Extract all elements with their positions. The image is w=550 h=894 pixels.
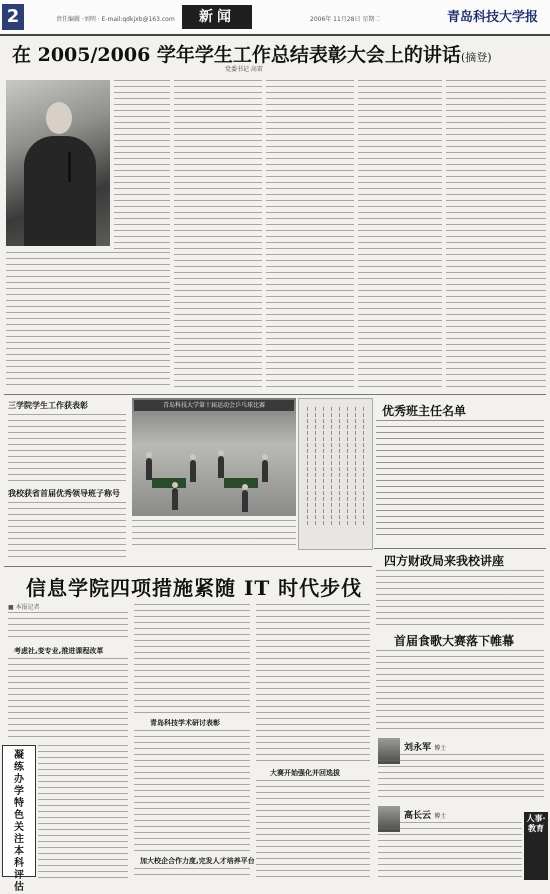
person-bio: [378, 822, 522, 878]
article-text-block: [174, 80, 262, 390]
feature-text: [256, 780, 370, 878]
photo-caption: [132, 520, 296, 546]
person-name: [404, 740, 446, 753]
table-icon: [224, 478, 258, 488]
feature-text: [38, 745, 128, 879]
news-headline-awards: 三学院学生工作获表彰: [8, 401, 88, 410]
divider: [374, 548, 546, 549]
feature-subhead: 加大校企合作力度,完发人才培养平台: [140, 857, 255, 865]
contest-text: [376, 650, 544, 732]
poem-box: [298, 398, 373, 550]
sidebar-text: 凝练办学特色 关注本科评估: [14, 750, 24, 893]
date-info: 2006年 11月28日 星期二: [310, 16, 381, 23]
feature-text: [134, 868, 250, 880]
headline-suffix: (摘登): [460, 51, 492, 64]
main-headline: [12, 40, 542, 67]
player-figure: [172, 488, 178, 510]
feature-headline: 信息学院四项措施紧随 IT 时代步伐: [26, 576, 363, 600]
article-text-block: [6, 252, 170, 390]
teachers-list: [376, 420, 544, 538]
newspaper-brand: 青岛科技大学报: [446, 10, 538, 25]
table-icon: [152, 478, 186, 488]
editor-info: 责任编辑 ·刘明 · E-mail:qdkjxb@163.com: [56, 16, 175, 23]
vertical-sidebar: [2, 745, 36, 893]
person-title: 博士: [434, 745, 447, 752]
news-headline-leadership: 我校获省首届优秀领导班子称号: [8, 489, 120, 498]
feature-subhead: 大赛开始强化并回选拔: [270, 769, 340, 777]
lecture-text: [376, 570, 544, 626]
section-label: 新闻: [182, 5, 252, 29]
player-figure: [146, 458, 152, 480]
feature-text: [256, 604, 370, 764]
person-name-text: 刘永军: [404, 743, 432, 753]
news-text: [8, 502, 126, 560]
person-bio: [378, 754, 544, 798]
speaker-photo: [6, 80, 110, 246]
person-name-text: 高长云: [404, 811, 432, 821]
player-figure: [262, 460, 268, 482]
headline-text: 在 2005/2006 学年学生工作总结表彰大会上的讲话: [12, 44, 461, 66]
person-name: [404, 808, 446, 821]
divider: [4, 566, 372, 567]
lecture-heading: 四方财政局来我校讲座: [384, 554, 505, 568]
speaker-head: [46, 102, 72, 134]
section-badge: 人事·教育: [524, 812, 548, 880]
excellent-teachers-heading: 优秀班主任名单: [382, 404, 467, 418]
speaker-body: [24, 136, 96, 246]
feature-subhead: 考虑社,变专业,推进课程改革: [14, 647, 104, 655]
feature-text: [8, 658, 128, 740]
article-text-block: [114, 80, 170, 252]
singing-contest-heading: 首届食歌大赛落下帷幕: [394, 634, 515, 648]
feature-text: [134, 604, 250, 714]
feature-text: [134, 730, 250, 852]
news-text: [8, 414, 126, 484]
microphone-icon: [68, 152, 71, 182]
article-text-block: [358, 80, 442, 390]
player-figure: [242, 490, 248, 512]
pingpong-photo: [132, 398, 296, 516]
feature-byline: ■ 本报记者: [8, 604, 40, 611]
article-text-block: [446, 80, 546, 390]
article-text-block: [266, 80, 354, 390]
person-title: 博士: [434, 813, 447, 820]
player-figure: [218, 456, 224, 478]
page-number: 2: [2, 4, 24, 30]
event-banner: 青岛科技大学第十届运动会乒乓球比赛: [134, 400, 294, 411]
byline: 党委书记 高雷: [225, 66, 263, 73]
section-divider: [4, 394, 546, 395]
player-figure: [190, 460, 196, 482]
feature-text: [8, 612, 128, 642]
feature-subhead: 青岛科技学术研讨表彰: [150, 719, 220, 727]
